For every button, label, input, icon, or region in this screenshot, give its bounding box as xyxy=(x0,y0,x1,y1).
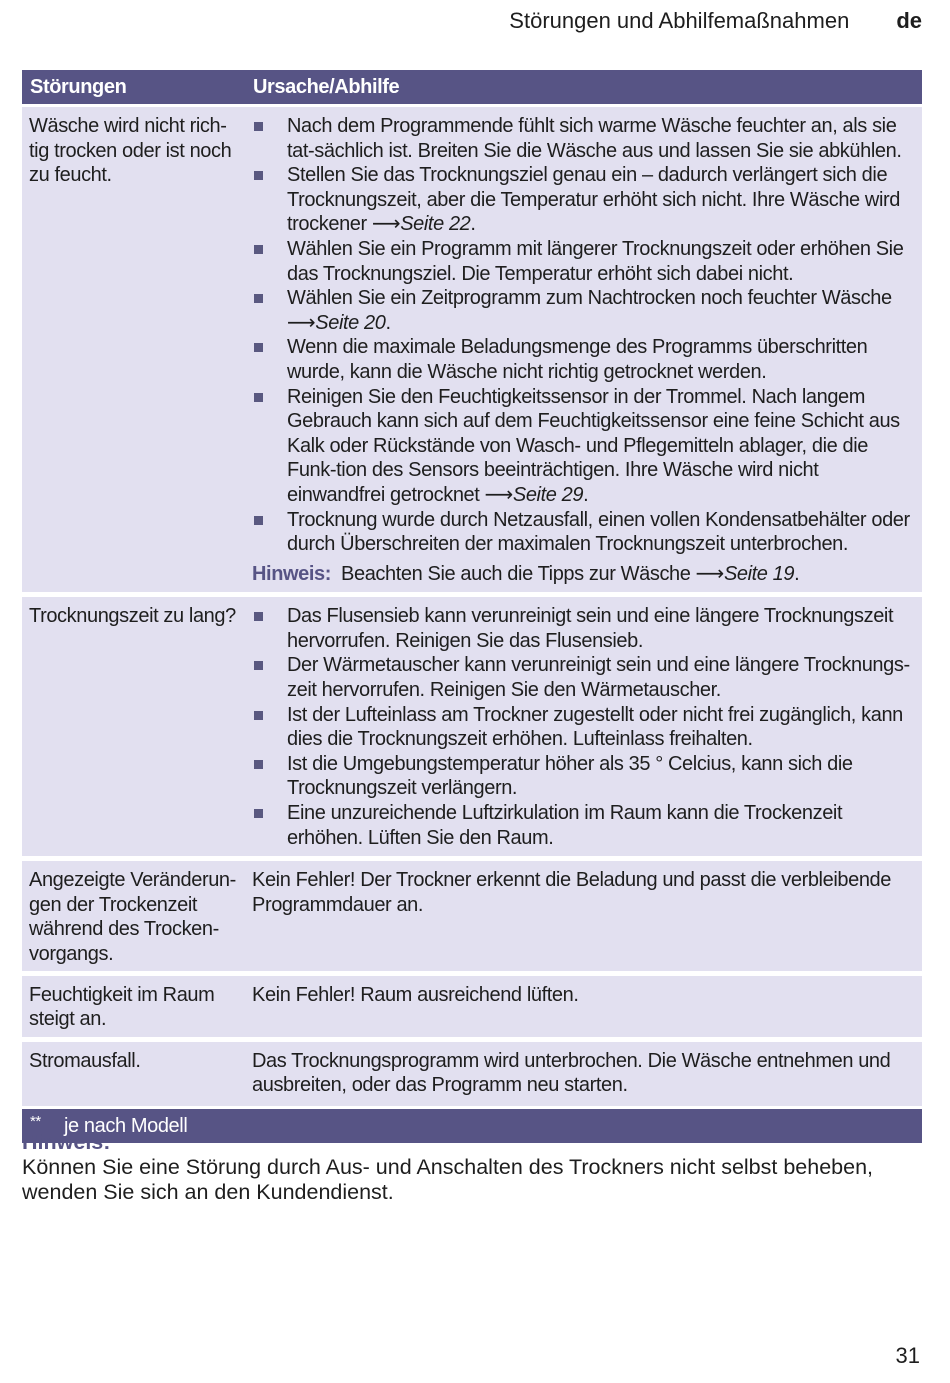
remedy-item: Der Wärmetauscher kann verunreinigt sein und eine längere Trocknungs-zeit hervorrufen. Reinigen Sie den Wärmetauscher. xyxy=(252,653,916,702)
arrow-right-icon: ⟶ xyxy=(371,213,401,236)
bullet-square-icon xyxy=(254,245,263,254)
hint-title: Hinweis: xyxy=(22,1130,111,1154)
bullet-square-icon xyxy=(254,122,263,131)
footnote-mark: ** xyxy=(30,1112,41,1130)
remedy-cell xyxy=(252,114,922,586)
table-row xyxy=(22,1042,922,1106)
bullet-square-icon xyxy=(254,516,263,525)
footnote-text: je nach Modell xyxy=(64,1114,188,1137)
troubleshooting-table xyxy=(22,70,922,1143)
problem-cell: Trocknungszeit zu lang? xyxy=(29,605,236,628)
page-reference[interactable]: Seite 22 xyxy=(400,213,471,236)
remedy-list xyxy=(252,604,916,850)
bullet-square-icon xyxy=(254,393,263,402)
remedy-item: Wählen Sie ein Zeitprogramm zum Nachtrocken noch feuchter Wäsche ⟶Seite 20. xyxy=(252,286,916,335)
table-row xyxy=(22,107,922,592)
remedy-cell: Kein Fehler! Raum ausreichend lüften. xyxy=(252,983,579,1006)
bullet-square-icon xyxy=(254,343,263,352)
remedy-item: Ist der Lufteinlass am Trockner zugestellt oder nicht frei zugänglich, kann dies die Trocknungszeit erhöhen. Lufteinlass freihalten. xyxy=(252,703,916,752)
arrow-right-icon: ⟶ xyxy=(287,311,316,334)
table-row xyxy=(22,861,922,970)
section-title: Störungen und Abhilfemaßnahmen xyxy=(509,8,850,33)
table-row xyxy=(22,597,922,856)
inline-note: Hinweis: Beachten Sie auch die Tipps zur Wäsche ⟶Seite 19. xyxy=(252,562,800,585)
page-reference[interactable]: Seite 19 xyxy=(723,562,795,585)
bullet-square-icon xyxy=(254,612,263,621)
note-label: Hinweis: xyxy=(252,562,332,585)
remedy-cell xyxy=(252,604,922,850)
bullet-square-icon xyxy=(254,760,263,769)
arrow-right-icon: ⟶ xyxy=(695,562,724,585)
bullet-square-icon xyxy=(254,711,263,720)
column-header-problems: Störungen xyxy=(30,75,127,98)
remedy-item: Wenn die maximale Beladungsmenge des Programms überschritten wurde, kann die Wäsche nicht richtig getrocknet werden. xyxy=(252,335,916,384)
remedy-item: Trocknung wurde durch Netzausfall, einen vollen Kondensatbehälter oder durch Überschreiten der maximalen Trocknungszeit unterbrochen. xyxy=(252,508,916,557)
problem-cell: Angezeigte Veränderun-gen der Trockenzeit während des Trocken-vorgangs. xyxy=(29,869,236,965)
table-header xyxy=(22,70,922,104)
table-row xyxy=(22,976,922,1037)
remedy-item: Eine unzureichende Luftzirkulation im Raum kann die Trockenzeit erhöhen. Lüften Sie den Raum. xyxy=(252,801,916,850)
hint-text: Können Sie eine Störung durch Aus- und Anschalten des Trockners nicht selbst beheben, wenden Sie sich an den Kundendienst. xyxy=(22,1155,874,1204)
bullet-square-icon xyxy=(254,661,263,670)
bullet-square-icon xyxy=(254,809,263,818)
note-text: Beachten Sie auch die Tipps zur Wäsche xyxy=(341,562,696,585)
column-header-remedy: Ursache/Abhilfe xyxy=(253,75,400,98)
page-reference[interactable]: Seite 29 xyxy=(512,483,584,506)
bullet-square-icon xyxy=(254,171,263,180)
problem-cell: Stromausfall. xyxy=(29,1049,141,1072)
problem-cell: Wäsche wird nicht rich-tig trocken oder ist noch zu feucht. xyxy=(29,115,232,187)
hint-section xyxy=(22,1130,922,1205)
remedy-item: Reinigen Sie den Feuchtigkeitssensor in der Trommel. Nach langem Gebrauch kann sich auf dem Feuchtigkeitssensor eine feine Schicht aus Kalk oder Rückstände von Wasch- und Pflegemitteln ablager, die die Funk-tion des Sensors beeinträchtigen. Ihre Wäsche wird nicht einwandfrei getrocknet ⟶Seite 29. xyxy=(252,385,916,508)
remedy-item: Wählen Sie ein Programm mit längerer Trocknungszeit oder erhöhen Sie das Trocknungsziel. Die Temperatur erhöht sich dabei nicht. xyxy=(252,237,916,286)
page-reference[interactable]: Seite 20 xyxy=(315,311,386,334)
remedy-item: Stellen Sie das Trocknungsziel genau ein – dadurch verlängert sich die Trocknungszeit, aber die Temperatur erhöht sich nicht. Ihre Wäsche wird trockener ⟶Seite 22. xyxy=(252,163,916,237)
remedy-cell: Das Trocknungsprogramm wird unterbrochen. Die Wäsche entnehmen und ausbreiten, oder das Programm neu starten. xyxy=(252,1049,891,1097)
language-code: de xyxy=(896,8,922,33)
remedy-list xyxy=(252,114,916,557)
page-header xyxy=(0,8,922,34)
remedy-cell: Kein Fehler! Der Trockner erkennt die Beladung und passt die verbleibende Programmdauer an. xyxy=(252,869,891,916)
remedy-item: Ist die Umgebungstemperatur höher als 35 ° Celcius, kann sich die Trocknungszeit verlängern. xyxy=(252,752,916,801)
page-number: 31 xyxy=(895,1343,920,1368)
arrow-right-icon: ⟶ xyxy=(484,483,513,506)
bullet-square-icon xyxy=(254,294,263,303)
remedy-item: Nach dem Programmende fühlt sich warme Wäsche feuchter an, als sie tat-sächlich ist. Breiten Sie die Wäsche aus und lassen Sie sie abkühlen. xyxy=(252,114,916,163)
remedy-item: Das Flusensieb kann verunreinigt sein und eine längere Trocknungszeit hervorrufen. Reinigen Sie das Flusensieb. xyxy=(252,604,916,653)
problem-cell: Feuchtigkeit im Raum steigt an. xyxy=(29,983,215,1031)
